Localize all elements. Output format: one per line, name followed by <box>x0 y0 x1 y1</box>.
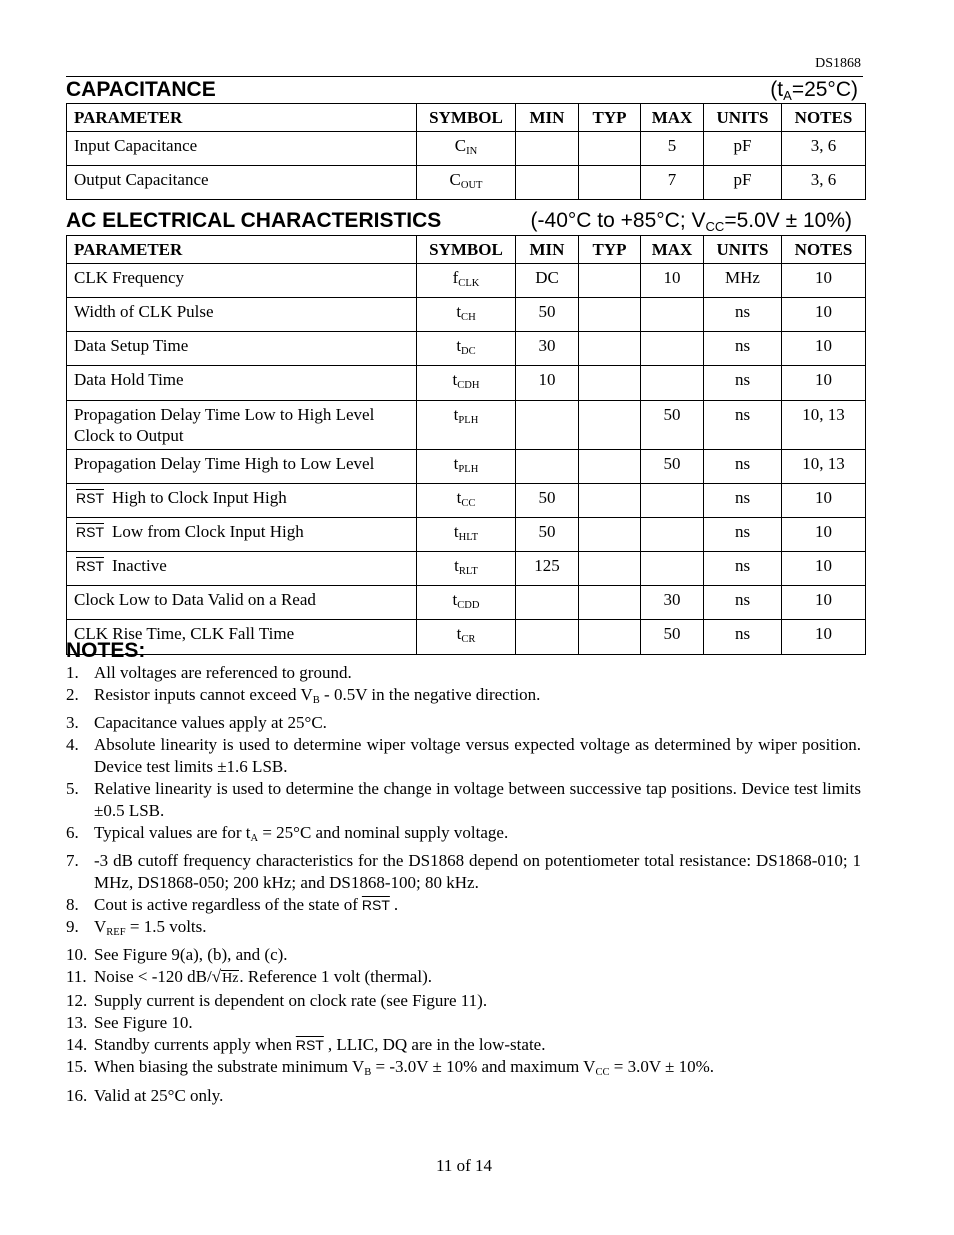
symbol-cell: $t_{DC}$ <box>417 332 516 366</box>
units-cell: ns <box>704 366 782 400</box>
symbol-cell: $C_{OUT}$ <box>417 166 516 200</box>
max-cell: 7 <box>641 166 704 200</box>
capacitance-heading <box>66 78 858 103</box>
units-cell: ns <box>704 400 782 449</box>
list-item: 2. Resistor inputs cannot exceed $V_B - 0.5V$ in the negative direction. <box>66 685 541 707</box>
ac-heading <box>66 209 858 234</box>
notes-cell: 10 <box>782 620 866 654</box>
symbol-cell: $f_{CLK}$ <box>417 264 516 298</box>
symbol-cell: $t_{PLH}$ <box>417 400 516 449</box>
min-cell <box>516 400 579 449</box>
table-row <box>67 552 866 586</box>
column-header: SYMBOL <box>417 236 516 264</box>
param-cell: Clock Low to Data Valid on a Read <box>67 586 417 620</box>
symbol-cell: $t_{PLH}$ <box>417 449 516 483</box>
max-cell: 50 <box>641 449 704 483</box>
param-cell: Propagation Delay Time Low to High Level Clock to Output <box>67 400 417 449</box>
notes-cell: 10 <box>782 483 866 517</box>
column-header: SYMBOL <box>417 104 516 132</box>
table-row <box>67 449 866 483</box>
symbol-cell: $C_{IN}$ <box>417 132 516 166</box>
min-cell: 50 <box>516 483 579 517</box>
max-cell: 10 <box>641 264 704 298</box>
notes-cell: 10 <box>782 264 866 298</box>
symbol-cell: $t_{HLT}$ <box>417 517 516 551</box>
table-row <box>67 298 866 332</box>
min-cell <box>516 166 579 200</box>
units-cell: ns <box>704 332 782 366</box>
typ-cell <box>579 483 641 517</box>
units-cell: ns <box>704 483 782 517</box>
max-cell <box>641 366 704 400</box>
notes-cell: 10 <box>782 552 866 586</box>
notes-cell: 10 <box>782 517 866 551</box>
typ-cell <box>579 586 641 620</box>
param-cell: Data Hold Time <box>67 366 417 400</box>
table-row <box>67 332 866 366</box>
units-cell: ns <box>704 620 782 654</box>
notes-cell: 10 <box>782 366 866 400</box>
units-cell: pF <box>704 132 782 166</box>
list-item: 6. Typical values are for $t_A = 25^\circ C$ and nominal supply voltage. <box>66 823 509 845</box>
rst-signal-label: $\overline{RST}$ <box>76 558 104 575</box>
column-header: UNITS <box>704 236 782 264</box>
list-item: 1. All voltages are referenced to ground. <box>66 663 352 682</box>
column-header: MAX <box>641 236 704 264</box>
notes-cell: 10 <box>782 586 866 620</box>
typ-cell <box>579 517 641 551</box>
list-item: 3. Capacitance values apply at 25°C. <box>66 713 327 733</box>
notes-cell: 10 <box>782 298 866 332</box>
rst-signal-label: $\overline{RST}$ <box>76 489 104 506</box>
list-item: 14. Standby currents apply when $\overline{RST}$ , LLIC, DQ are in the low-state. <box>66 1035 546 1055</box>
min-cell: 125 <box>516 552 579 586</box>
capacitance-table <box>66 103 866 200</box>
max-cell <box>641 517 704 551</box>
param-cell: $\overline{RST}$ Low from Clock Input High <box>67 517 417 551</box>
capacitance-title: CAPACITANCE <box>66 78 216 101</box>
typ-cell <box>579 400 641 449</box>
document-id: DS1868 <box>815 56 861 71</box>
units-cell: ns <box>704 517 782 551</box>
max-cell: 30 <box>641 586 704 620</box>
units-cell: ns <box>704 586 782 620</box>
symbol-cell: $t_{CDH}$ <box>417 366 516 400</box>
typ-cell <box>579 264 641 298</box>
max-cell <box>641 552 704 586</box>
max-cell <box>641 332 704 366</box>
notes-title: NOTES: <box>66 639 146 662</box>
table-header-row <box>67 236 866 264</box>
list-item: 12. Supply current is dependent on clock rate (see Figure 11). <box>66 991 488 1011</box>
column-header: MAX <box>641 104 704 132</box>
symbol-cell: $t_{CDD}$ <box>417 586 516 620</box>
param-cell: Width of CLK Pulse <box>67 298 417 332</box>
table-row <box>67 620 866 654</box>
param-cell: $\overline{RST}$ Inactive <box>67 552 417 586</box>
column-header: PARAMETER <box>67 236 417 264</box>
max-cell <box>641 483 704 517</box>
list-item: 5. Relative linearity is used to determine the change in voltage between successive tap positions. Device test limits ±0.5 LSB. <box>66 779 861 821</box>
typ-cell <box>579 620 641 654</box>
typ-cell <box>579 298 641 332</box>
units-cell: ns <box>704 552 782 586</box>
param-cell: Output Capacitance <box>67 166 417 200</box>
header-rule <box>66 76 863 77</box>
min-cell: DC <box>516 264 579 298</box>
table-row <box>67 483 866 517</box>
list-item: 7. -3 dB cutoff frequency characteristics for the DS1868 depend on potentiometer total resistance: DS1868-010; 1 MHz, DS1868-050; 200 kHz; and DS1868-100; 80 kHz. <box>66 851 861 893</box>
ac-characteristics-table <box>66 235 866 655</box>
column-header: NOTES <box>782 104 866 132</box>
table-row <box>67 517 866 551</box>
param-cell: Propagation Delay Time High to Low Level <box>67 449 417 483</box>
symbol-cell: $t_{RLT}$ <box>417 552 516 586</box>
list-item: 13. See Figure 10. <box>66 1013 193 1033</box>
list-item: 15. When biasing the substrate minimum $V_B = -3.0V \pm 10\%$ and maximum $V_{CC} = 3.0V \pm 10\%$. <box>66 1057 715 1079</box>
table-row <box>67 400 866 449</box>
min-cell: 50 <box>516 298 579 332</box>
list-item: 11. Noise < -120 dB/√Hz. Reference 1 volt (thermal). <box>66 967 432 987</box>
table-row <box>67 264 866 298</box>
list-item: 8. Cout is active regardless of the state of $\overline{RST}$ . <box>66 895 399 915</box>
notes-cell: 10 <box>782 332 866 366</box>
table-row <box>67 132 866 166</box>
capacitance-condition: $(t_A=25^\circ C)$ <box>770 78 858 103</box>
column-header: PARAMETER <box>67 104 417 132</box>
min-cell: 30 <box>516 332 579 366</box>
notes-list <box>66 662 861 1107</box>
units-cell: MHz <box>704 264 782 298</box>
ac-title: AC ELECTRICAL CHARACTERISTICS <box>66 209 442 232</box>
column-header: TYP <box>579 236 641 264</box>
list-item: 9. $V_{REF} = 1.5$ volts. <box>66 917 207 939</box>
param-cell: CLK Rise Time, CLK Fall Time <box>67 620 417 654</box>
ac-table-body <box>67 264 866 655</box>
symbol-cell: $t_{CR}$ <box>417 620 516 654</box>
typ-cell <box>579 166 641 200</box>
max-cell: 50 <box>641 620 704 654</box>
column-header: UNITS <box>704 104 782 132</box>
typ-cell <box>579 449 641 483</box>
max-cell: 50 <box>641 400 704 449</box>
table-row <box>67 166 866 200</box>
page-number: 11 of 14 <box>435 1156 493 1175</box>
param-cell: Input Capacitance <box>67 132 417 166</box>
notes-cell: 10, 13 <box>782 400 866 449</box>
units-cell: pF <box>704 166 782 200</box>
param-cell: CLK Frequency <box>67 264 417 298</box>
max-cell <box>641 298 704 332</box>
min-cell: 10 <box>516 366 579 400</box>
typ-cell <box>579 332 641 366</box>
table-row <box>67 366 866 400</box>
typ-cell <box>579 366 641 400</box>
typ-cell <box>579 132 641 166</box>
column-header: NOTES <box>782 236 866 264</box>
notes-cell: 3, 6 <box>782 132 866 166</box>
min-cell <box>516 449 579 483</box>
notes-cell: 10, 13 <box>782 449 866 483</box>
units-cell: ns <box>704 298 782 332</box>
min-cell <box>516 132 579 166</box>
min-cell <box>516 586 579 620</box>
column-header: TYP <box>579 104 641 132</box>
rst-signal-label: $\overline{RST}$ <box>295 1037 324 1054</box>
rst-signal-label: $\overline{RST}$ <box>76 523 104 540</box>
table-row <box>67 586 866 620</box>
ac-condition: (-40°C to +85°C; $V_{CC}=5.0V \pm 10\%$) <box>530 209 852 234</box>
param-cell: $\overline{RST}$ High to Clock Input High <box>67 483 417 517</box>
param-cell: Data Setup Time <box>67 332 417 366</box>
table-header-row <box>67 104 866 132</box>
column-header: MIN <box>516 236 579 264</box>
typ-cell <box>579 552 641 586</box>
min-cell <box>516 620 579 654</box>
symbol-cell: $t_{CC}$ <box>417 483 516 517</box>
symbol-cell: $t_{CH}$ <box>417 298 516 332</box>
column-header: MIN <box>516 104 579 132</box>
max-cell: 5 <box>641 132 704 166</box>
list-item: 10. See Figure 9(a), (b), and (c). <box>66 945 288 965</box>
rst-signal-label: $\overline{RST}$ <box>361 897 390 914</box>
min-cell: 50 <box>516 517 579 551</box>
square-root-icon: √ <box>211 967 222 987</box>
units-cell: ns <box>704 449 782 483</box>
notes-cell: 3, 6 <box>782 166 866 200</box>
list-item: 16. Valid at 25°C only. <box>66 1085 224 1105</box>
list-item: 4. Absolute linearity is used to determine wiper voltage versus expected voltage as determined by wiper position. Device test limits ±1.6 LSB. <box>66 735 861 777</box>
